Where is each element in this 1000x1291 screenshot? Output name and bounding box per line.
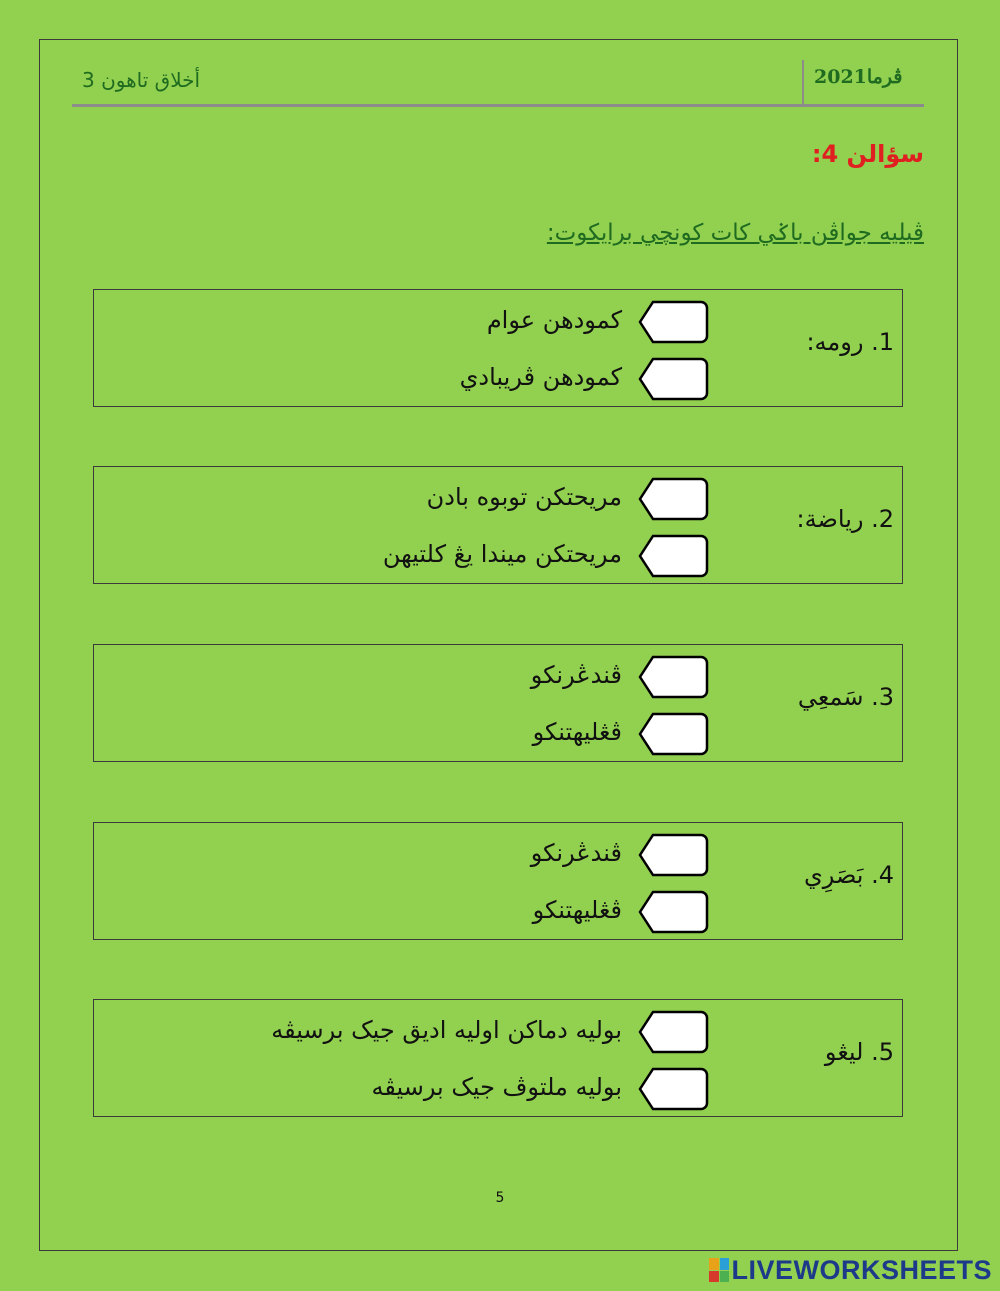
answer-slot-icon[interactable] [637, 890, 709, 934]
answer-slot-icon[interactable] [637, 477, 709, 521]
option-text: ڤندڠرنكو [530, 839, 622, 867]
option-row[interactable] [104, 890, 704, 934]
page-number: 5 [495, 1190, 505, 1206]
option-text: كمودهن عوام [486, 306, 622, 334]
option-text: كمودهن ڤريبادي [459, 363, 622, 391]
option-row[interactable] [104, 833, 704, 877]
question-box-2 [93, 466, 903, 584]
instruction-text: ڤيليه جواڤن باݢي كات كونچي برايكوت: [546, 220, 924, 246]
option-row[interactable] [104, 477, 704, 521]
option-row[interactable] [104, 300, 704, 344]
brand-name: LIVEWORKSHEETS [731, 1254, 992, 1285]
answer-slot-icon[interactable] [637, 833, 709, 877]
option-text: ڤڠليهتنكو [532, 896, 622, 924]
option-row[interactable] [104, 534, 704, 578]
question-box-3 [93, 644, 903, 762]
answer-slot-icon[interactable] [637, 712, 709, 756]
question-label: 5. ليڠو [824, 1038, 894, 1066]
question-box-4 [93, 822, 903, 940]
option-text: مريحتكن توبوه بادن [426, 483, 622, 511]
question-label: 2. رياضة: [796, 505, 894, 533]
question-box-5 [93, 999, 903, 1117]
option-row[interactable] [104, 712, 704, 756]
header-subject: أخلاق تاهون 3 [82, 68, 201, 92]
option-text: ڤندڠرنكو [530, 661, 622, 689]
question-label: 3. سَمعِي [797, 683, 894, 711]
answer-slot-icon[interactable] [637, 655, 709, 699]
answer-slot-icon[interactable] [637, 1010, 709, 1054]
question-label: 4. بَصَرِي [803, 861, 894, 889]
liveworksheets-logo-icon [709, 1258, 729, 1282]
answer-slot-icon[interactable] [637, 300, 709, 344]
option-text: ڤڠليهتنكو [532, 718, 622, 746]
answer-slot-icon[interactable] [637, 357, 709, 401]
header-separator [802, 60, 804, 106]
brand-footer[interactable] [709, 1255, 992, 1285]
question-box-1 [93, 289, 903, 407]
option-row[interactable] [104, 357, 704, 401]
question-label: 1. رومه: [806, 328, 894, 356]
question-title: سؤالن 4: [811, 140, 924, 168]
answer-slot-icon[interactable] [637, 534, 709, 578]
option-text: بوليه دماكن اوليه اديق جيک برسيڤه [271, 1016, 622, 1044]
header-divider [72, 104, 924, 107]
option-row[interactable] [104, 1067, 704, 1111]
option-text: مريحتكن ميندا يڠ كلتيهن [382, 540, 622, 568]
option-row[interactable] [104, 1010, 704, 1054]
answer-slot-icon[interactable] [637, 1067, 709, 1111]
header-year: ڤرما2021 [814, 66, 903, 88]
option-text: بوليه ملتوڤ جيک برسيڤه [371, 1073, 622, 1101]
option-row[interactable] [104, 655, 704, 699]
